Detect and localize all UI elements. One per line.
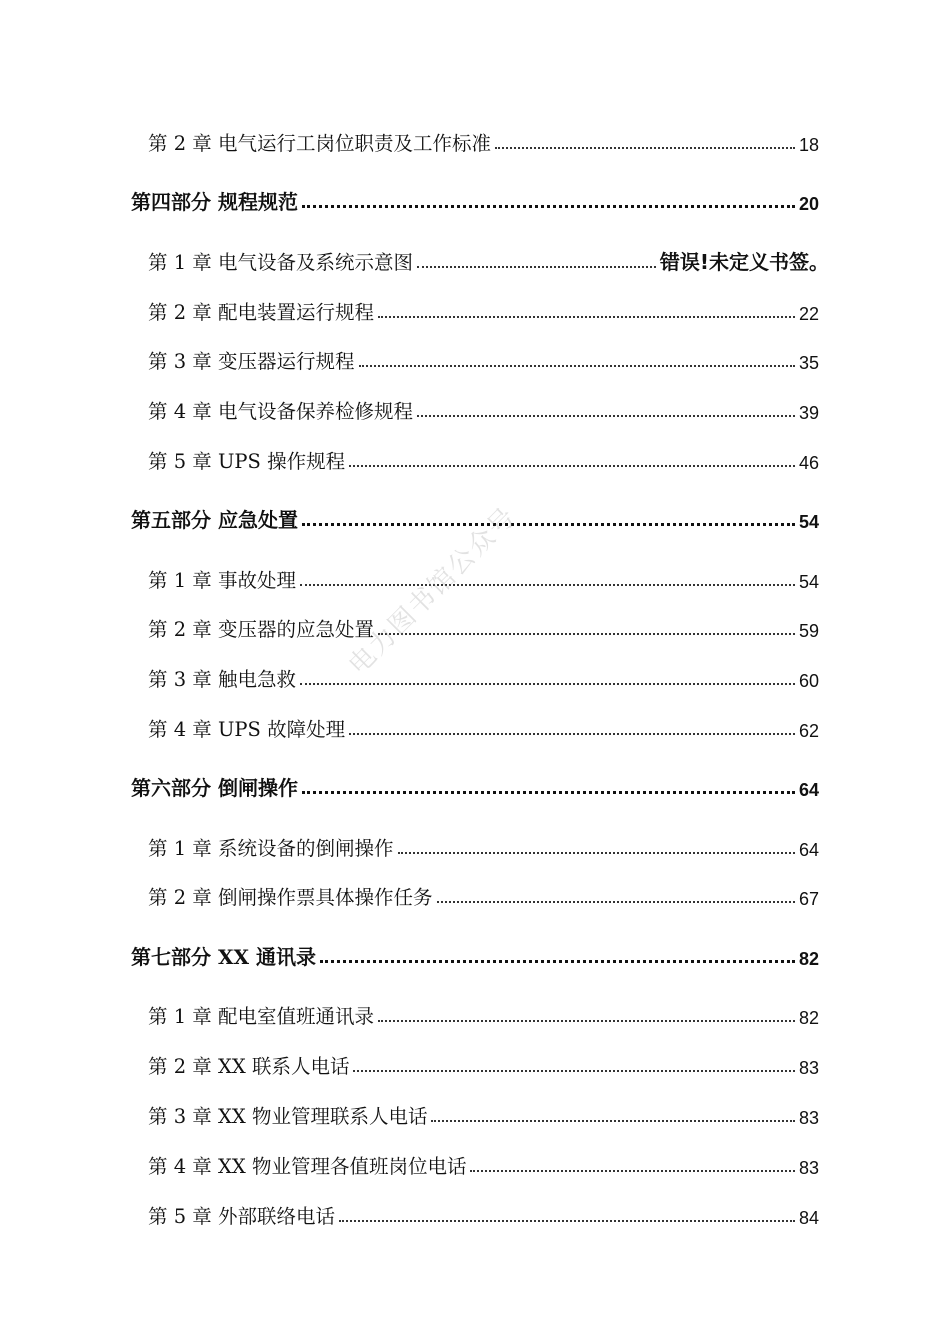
toc-entry-page: 62 [798, 721, 819, 741]
toc-entry-page-error: 错误!未定义书签。 [659, 250, 829, 274]
toc-entry-title: 第 3 章 触电急救 [148, 668, 297, 691]
toc-entry-title: 第 4 章 电气设备保养检修规程 [148, 400, 414, 423]
toc-entry-page: 60 [798, 671, 819, 691]
toc-entry-part[interactable] [131, 938, 819, 970]
toc-entry-title: 第 3 章 变压器运行规程 [148, 350, 355, 373]
toc-entry-page: 82 [798, 949, 819, 969]
toc-entry-title: 第 1 章 事故处理 [148, 569, 297, 592]
toc-entry-chapter[interactable] [148, 610, 819, 642]
toc-entry-title: 第 2 章 变压器的应急处置 [148, 618, 375, 641]
toc-dot-leader [495, 147, 795, 149]
toc-entry-title: 第 5 章 UPS 操作规程 [148, 450, 346, 473]
toc-entry-title: 第 2 章 XX 联系人电话 [148, 1055, 350, 1078]
toc-entry-page: 22 [798, 304, 819, 324]
toc-entry-title: 第 1 章 电气设备及系统示意图 [148, 251, 414, 274]
toc-entry-chapter[interactable] [148, 392, 819, 424]
toc-entry-chapter[interactable] [148, 124, 819, 156]
toc-entry-part[interactable] [131, 183, 819, 215]
toc-dot-leader [320, 960, 795, 963]
toc-dot-leader [353, 1070, 795, 1072]
toc-entry-chapter[interactable] [148, 1097, 819, 1129]
toc-entry-page: 18 [798, 135, 819, 155]
toc-dot-leader [378, 633, 795, 635]
toc-entry-chapter[interactable] [148, 829, 819, 861]
toc-entry-page: 46 [798, 453, 819, 473]
watermark-text: 电力图书馆公众号 [343, 501, 523, 681]
toc-entry-title: 第 4 章 XX 物业管理各值班岗位电话 [148, 1155, 467, 1178]
toc-dot-leader [359, 365, 795, 367]
toc-entry-title: 第四部分 规程规范 [131, 190, 298, 214]
toc-entry-page: 59 [798, 621, 819, 641]
toc-dot-leader [378, 316, 795, 318]
toc-entry-title: 第 1 章 系统设备的倒闸操作 [148, 837, 394, 860]
toc-entry-page: 20 [798, 194, 819, 214]
toc-dot-leader [417, 415, 795, 417]
toc-entry-chapter[interactable] [148, 997, 819, 1029]
toc-entry-page: 39 [798, 403, 819, 423]
toc-entry-chapter[interactable] [148, 243, 829, 275]
toc-entry-page: 54 [798, 572, 819, 592]
toc-dot-leader [349, 465, 795, 467]
toc-dot-leader [378, 1020, 795, 1022]
toc-dot-leader [349, 733, 795, 735]
toc-dot-leader [437, 901, 795, 903]
toc-dot-leader [398, 852, 795, 854]
toc-dot-leader [431, 1120, 795, 1122]
toc-entry-page: 64 [798, 840, 819, 860]
toc-dot-leader [302, 791, 795, 794]
toc-entry-title: 第 2 章 电气运行工岗位职责及工作标准 [148, 132, 492, 155]
toc-entry-page: 35 [798, 353, 819, 373]
toc-entry-page: 82 [798, 1008, 819, 1028]
toc-entry-title: 第 2 章 配电装置运行规程 [148, 301, 375, 324]
toc-entry-chapter[interactable] [148, 710, 819, 742]
toc-entry-title: 第 1 章 配电室值班通讯录 [148, 1005, 375, 1028]
toc-entry-title: 第 4 章 UPS 故障处理 [148, 718, 346, 741]
toc-entry-chapter[interactable] [148, 1197, 819, 1229]
toc-dot-leader [302, 523, 795, 526]
toc-entry-title: 第六部分 倒闸操作 [131, 776, 298, 800]
toc-dot-leader [300, 683, 795, 685]
toc-entry-chapter[interactable] [148, 1147, 819, 1179]
toc-entry-page: 83 [798, 1058, 819, 1078]
toc-entry-chapter[interactable] [148, 660, 819, 692]
toc-dot-leader [470, 1170, 795, 1172]
toc-entry-title: 第七部分 XX 通讯录 [131, 945, 316, 969]
toc-entry-title: 第 2 章 倒闸操作票具体操作任务 [148, 886, 433, 909]
toc-dot-leader [417, 266, 656, 268]
toc-entry-title: 第 3 章 XX 物业管理联系人电话 [148, 1105, 428, 1128]
toc-entry-page: 83 [798, 1108, 819, 1128]
toc-entry-chapter[interactable] [148, 561, 819, 593]
toc-entry-page: 83 [798, 1158, 819, 1178]
toc-entry-chapter[interactable] [148, 1047, 819, 1079]
toc-entry-page: 84 [798, 1208, 819, 1228]
toc-entry-page: 67 [798, 889, 819, 909]
toc-entry-page: 54 [798, 512, 819, 532]
toc-entry-chapter[interactable] [148, 442, 819, 474]
toc-entry-page: 64 [798, 780, 819, 800]
toc-dot-leader [300, 584, 795, 586]
toc-entry-title: 第 5 章 外部联络电话 [148, 1205, 336, 1228]
toc-entry-chapter[interactable] [148, 878, 819, 910]
toc-entry-chapter[interactable] [148, 342, 819, 374]
toc-entry-title: 第五部分 应急处置 [131, 508, 298, 532]
toc-dot-leader [302, 205, 795, 208]
toc-entry-chapter[interactable] [148, 293, 819, 325]
toc-dot-leader [339, 1220, 795, 1222]
toc-entry-part[interactable] [131, 769, 819, 801]
